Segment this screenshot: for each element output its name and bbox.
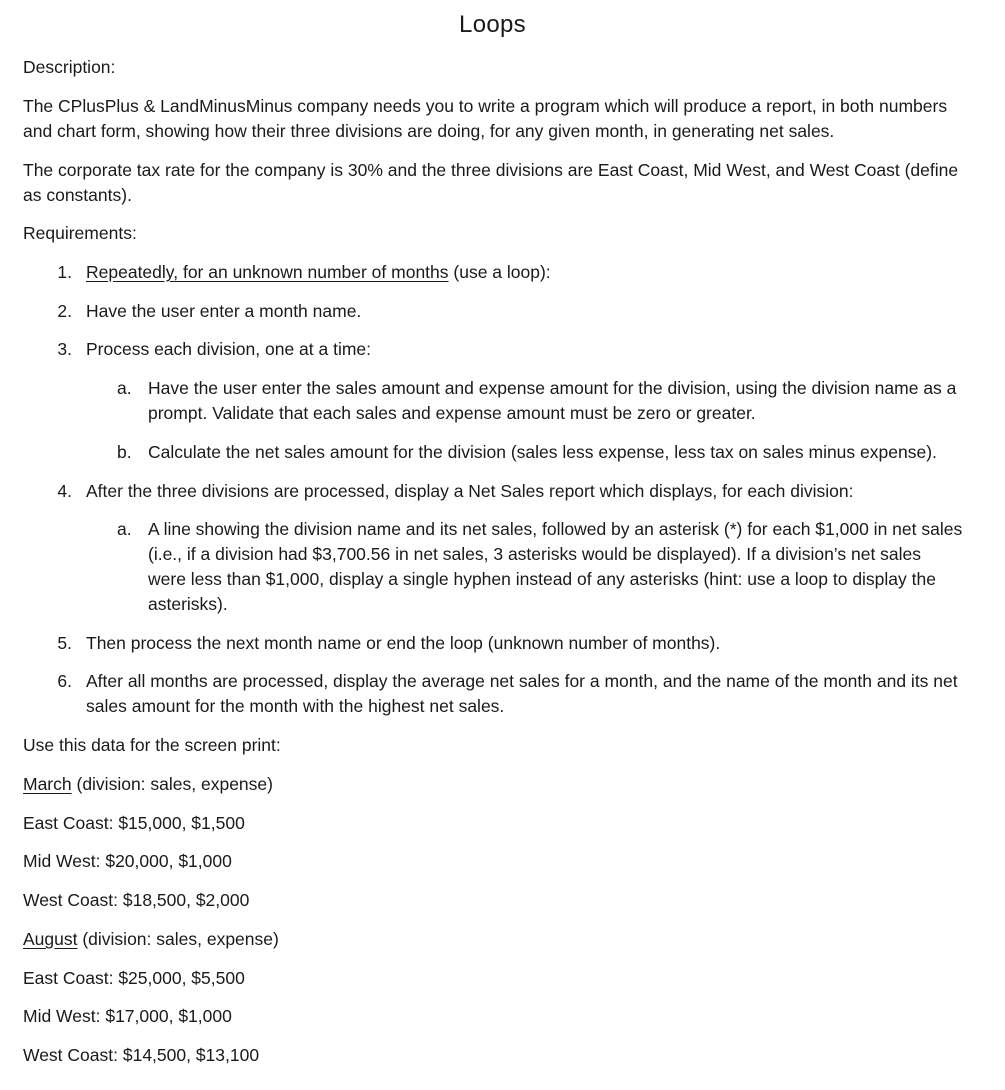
req-5-number: 5.: [57, 633, 72, 653]
req-4-number: 4.: [57, 481, 72, 501]
req-2-number: 2.: [57, 301, 72, 321]
req-1-rest-text: (use a loop):: [448, 262, 551, 282]
month-1-mid-west: Mid West: $20,000, $1,000: [23, 851, 232, 871]
req-3-number: 3.: [57, 339, 72, 359]
requirements-label: Requirements:: [23, 223, 137, 243]
req-2-text: Have the user enter a month name.: [86, 301, 362, 321]
req-1-number: 1.: [57, 262, 72, 282]
req-3a-text: Have the user enter the sales amount and expense amount for the division, using the division name as a prompt. Validate that each sales and expense amount must be zero or greater.: [148, 378, 957, 423]
req-6-text: After all months are processed, display the average net sales for a month, and the name of the month and its net sales amount for the month with the highest net sales.: [86, 671, 958, 716]
month-1-east-coast: East Coast: $15,000, $1,500: [23, 813, 245, 833]
req-6-number: 6.: [57, 671, 72, 691]
month-2-suffix: (division: sales, expense): [77, 929, 279, 949]
req-5-text: Then process the next month name or end the loop (unknown number of months).: [86, 633, 721, 653]
req-4a-marker: a.: [117, 519, 132, 539]
req-3b-marker: b.: [117, 442, 132, 462]
month-2-east-coast: East Coast: $25,000, $5,500: [23, 968, 245, 988]
month-1-suffix: (division: sales, expense): [71, 774, 273, 794]
req-3b-text: Calculate the net sales amount for the division (sales less expense, less tax on sales minus expense).: [148, 442, 937, 462]
req-1-text: [86, 260, 961, 285]
month-1-west-coast: West Coast: $18,500, $2,000: [23, 890, 250, 910]
month-2-west-coast: West Coast: $14,500, $13,100: [23, 1045, 260, 1065]
month-2-name: August: [23, 929, 78, 949]
month-2-heading: [23, 927, 963, 952]
intro-paragraph-2: The corporate tax rate for the company is 30% and the three divisions are East Coast, Mid West, and West Coast (define as constants).: [23, 160, 959, 205]
req-4a-text: A line showing the division name and its net sales, followed by an asterisk (*) for each $1,000 in net sales (i.e., if a division had $3,700.56 in net sales, 3 asterisks would be displayed). If a division’s net sales were less than $1,000, display a single hyphen instead of any asterisks (hint: use a loop to display the asterisks).: [148, 519, 963, 614]
req-3a-marker: a.: [117, 378, 132, 398]
month-2-mid-west: Mid West: $17,000, $1,000: [23, 1006, 232, 1026]
req-3-text: Process each division, one at a time:: [86, 339, 372, 359]
req-4-text: After the three divisions are processed, display a Net Sales report which displays, for each division:: [86, 481, 854, 501]
req-1-underlined-text: Repeatedly, for an unknown number of months: [86, 262, 449, 282]
use-data-label: Use this data for the screen print:: [23, 735, 281, 755]
intro-paragraph-1: The CPlusPlus & LandMinusMinus company needs you to write a program which will produce a report, in both numbers and chart form, showing how their three divisions are doing, for any given month, in generating net sales.: [23, 96, 948, 141]
month-1-name: March: [23, 774, 72, 794]
description-label: Description:: [23, 57, 116, 77]
page-title: Loops: [459, 11, 526, 38]
month-1-heading: [23, 772, 963, 797]
